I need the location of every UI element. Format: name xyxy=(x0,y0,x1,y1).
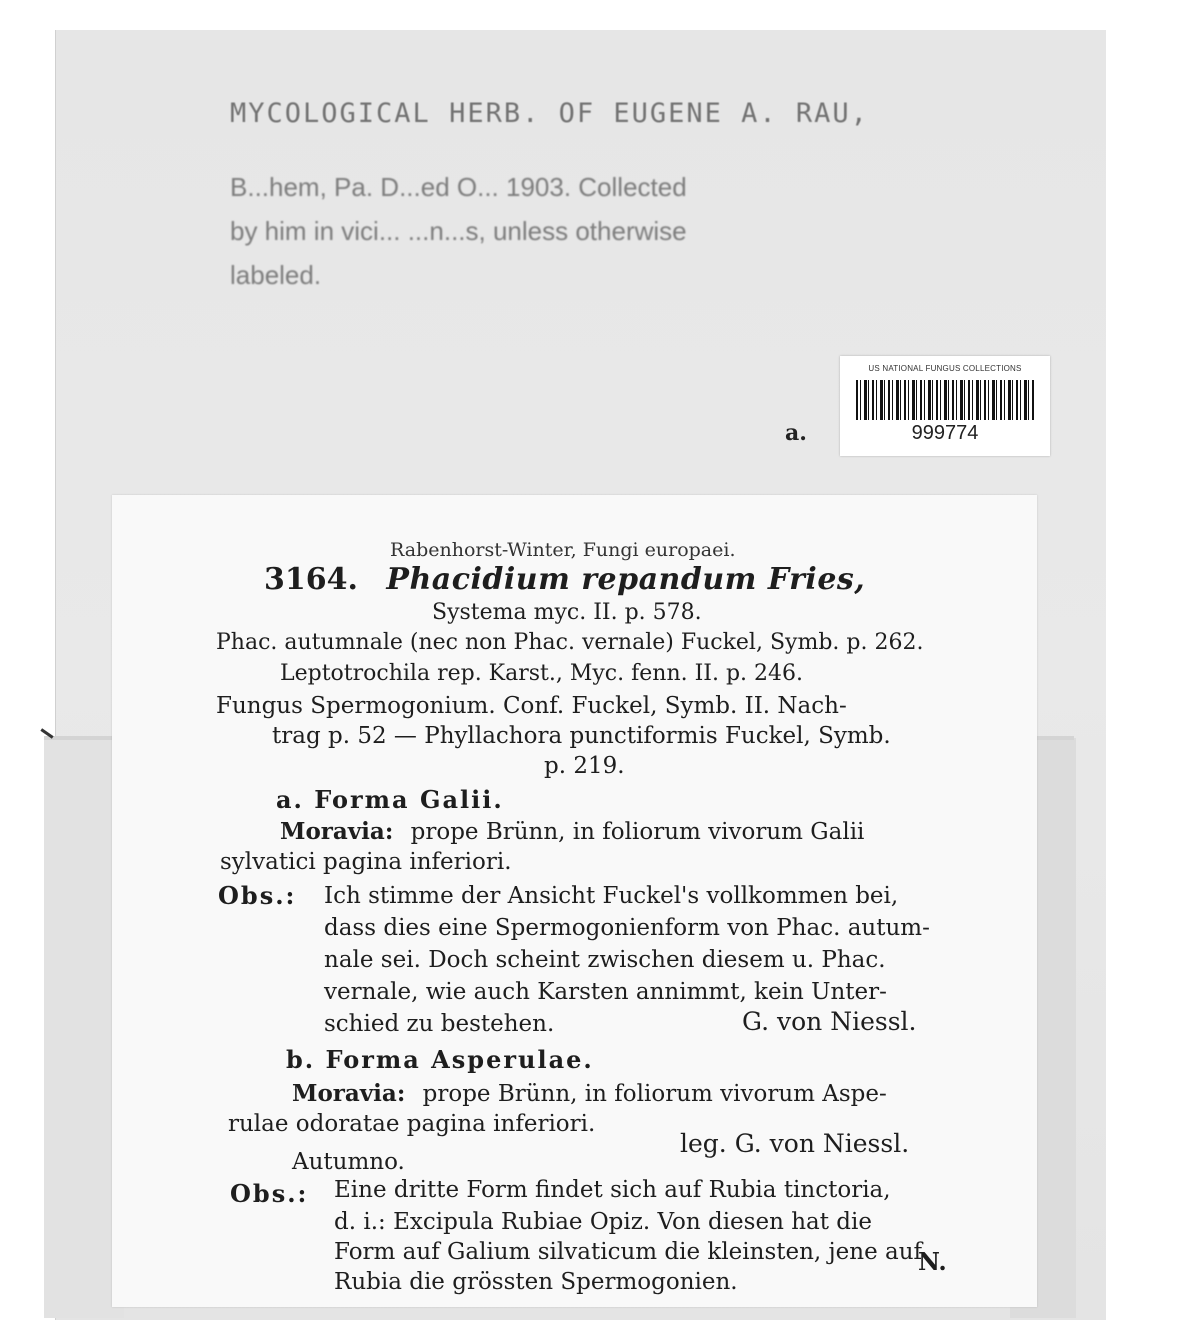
forma-b-locality-cont: rulae odoratae pagina inferiori. xyxy=(228,1111,596,1137)
barcode-institution: US NATIONAL FUNGUS COLLECTIONS xyxy=(868,364,1022,373)
obs-line: schied zu bestehen. xyxy=(324,1011,555,1037)
series-title: Rabenhorst-Winter, Fungi europaei. xyxy=(390,539,736,561)
citation-line: p. 219. xyxy=(544,753,625,779)
stamp-line: B...hem, Pa. D...ed O... 1903. Collected xyxy=(230,172,687,202)
season: Autumno. xyxy=(292,1149,405,1175)
locality-text: prope Brünn, in foliorum vivorum Galii xyxy=(410,819,865,845)
citation-line: Systema myc. II. p. 578. xyxy=(432,600,702,625)
forma-b-title: b. Forma Asperulae. xyxy=(286,1045,594,1074)
obs-line: Ich stimme der Ansicht Fuckel's vollkommen bei, xyxy=(324,883,899,909)
species-heading xyxy=(264,562,866,597)
obs-line: vernale, wie auch Karsten annimmt, kein Unter- xyxy=(324,979,887,1005)
forma-b-locality xyxy=(292,1079,887,1109)
forma-a-locality-cont: sylvatici pagina inferiori. xyxy=(220,849,512,875)
citation-line: Phac. autumnale (nec non Phac. vernale) Fuckel, Symb. p. 262. xyxy=(216,630,924,655)
species-name: Phacidium repandum Fries, xyxy=(386,562,866,597)
collector: leg. G. von Niessl. xyxy=(680,1129,910,1158)
obs-line: dass dies eine Spermogonienform von Phac. autum- xyxy=(324,915,930,941)
citation-line: Leptotrochila rep. Karst., Myc. fenn. II. p. 246. xyxy=(280,661,804,686)
stamp-title: MYCOLOGICAL HERB. OF EUGENE A. RAU, xyxy=(230,98,869,129)
exsiccata-number: 3164. xyxy=(264,562,358,597)
stamp-body xyxy=(230,165,890,297)
exsiccata-label xyxy=(112,495,1037,1307)
obs-head: Obs.: xyxy=(218,881,297,910)
herbarium-stamp xyxy=(230,98,890,297)
forma-a-signature: G. von Niessl. xyxy=(742,1007,917,1036)
obs2-line: Eine dritte Form findet sich auf Rubia tinctoria, xyxy=(334,1177,891,1203)
obs2-line: Form auf Galium silvaticum die kleinsten, jene auf xyxy=(334,1239,923,1265)
barcode-number: 999774 xyxy=(911,422,979,444)
citation-line: trag p. 52 — Phyllachora punctiformis Fuckel, Symb. xyxy=(272,723,891,749)
locality-text: prope Brünn, in foliorum vivorum Aspe- xyxy=(422,1081,887,1107)
locality-head: Moravia: xyxy=(280,818,394,845)
obs2-head: Obs.: xyxy=(230,1179,309,1208)
barcode-bars xyxy=(856,380,1034,420)
obs2-line: d. i.: Excipula Rubiae Opiz. Von diesen hat die xyxy=(334,1209,872,1235)
obs-line: nale sei. Doch scheint zwischen diesem u. Phac. xyxy=(324,947,886,973)
locality-head: Moravia: xyxy=(292,1080,406,1107)
obs2-line: Rubia die grössten Spermogonien. xyxy=(334,1269,738,1295)
citation-line: Fungus Spermogonium. Conf. Fuckel, Symb. II. Nach- xyxy=(216,693,847,719)
barcode-label xyxy=(840,356,1050,456)
forma-a-locality xyxy=(280,817,864,847)
stamp-line: by him in vici... ...n...s, unless otherwise xyxy=(230,216,687,246)
stamp-line: labeled. xyxy=(230,260,322,290)
specimen-mark: a. xyxy=(785,420,807,446)
obs2-signature: N. xyxy=(918,1247,947,1276)
forma-a-title: a. Forma Galii. xyxy=(276,785,504,814)
